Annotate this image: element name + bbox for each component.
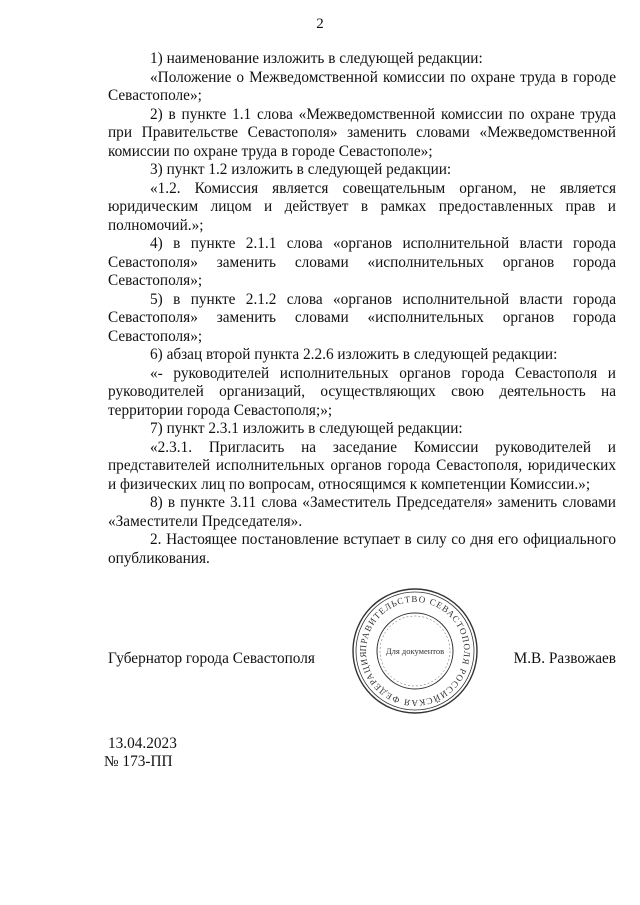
signatory-title: Губернатор города Севастополя xyxy=(108,650,315,667)
page-number: 2 xyxy=(316,16,324,32)
seal-inner-text: Для документов xyxy=(385,646,445,656)
paragraph: 2. Настоящее постановление вступает в силу со дня его официального опубликования. xyxy=(108,531,616,567)
paragraph: 8) в пункте 3.11 слова «Заместитель Председателя» заменить словами «Заместители Председателя». xyxy=(108,494,616,530)
paragraph: «1.2. Комиссия является совещательным органом, не является юридическим лицом и действует в рамках предоставленных прав и полномочий.»; xyxy=(108,179,616,234)
paragraph: 3) пункт 1.2 изложить в следующей редакции: xyxy=(150,161,452,178)
signatory-name: М.В. Развожаев xyxy=(513,650,616,667)
paragraph: 2) в пункте 1.1 слова «Межведомственной комиссии по охране труда при Правительстве Севастополя» заменить словами «Межведомственной комиссии по охране труда в городе Севастополе»; xyxy=(108,105,616,160)
paragraph: 7) пункт 2.3.1 изложить в следующей редакции: xyxy=(150,420,463,437)
paragraph: 1) наименование изложить в следующей редакции: xyxy=(150,50,483,67)
document-body xyxy=(108,50,616,568)
official-seal-icon xyxy=(350,586,480,716)
document-number: № 173-ПП xyxy=(104,753,173,770)
paragraph: «2.3.1. Пригласить на заседание Комиссии руководителей и представителей исполнительных органов города Севастополя, юридических и физических лиц по вопросам, относящимся к компетенции Комиссии.»; xyxy=(108,438,616,493)
seal-outer-text: ПРАВИТЕЛЬСТВО СЕВАСТОПОЛЯ РОССИЙСКАЯ ФЕДЕРАЦИЯ xyxy=(357,593,473,709)
paragraph: 4) в пункте 2.1.1 слова «органов исполнительной власти города Севастополя» заменить словами «исполнительных органов города Севастополя»; xyxy=(108,235,616,289)
paragraph: «Положение о Межведомственной комиссии по охране труда в городе Севастополе»; xyxy=(108,68,616,104)
paragraph: «- руководителей исполнительных органов города Севастополя и руководителей организаций, осуществляющих свою деятельность на территории города Севастополя;»; xyxy=(108,364,616,419)
paragraph: 6) абзац второй пункта 2.2.6 изложить в следующей редакции: xyxy=(150,346,558,363)
document-date: 13.04.2023 xyxy=(108,735,177,752)
paragraph: 5) в пункте 2.1.2 слова «органов исполнительной власти города Севастополя» заменить словами «исполнительных органов города Севастополя»; xyxy=(108,290,616,345)
